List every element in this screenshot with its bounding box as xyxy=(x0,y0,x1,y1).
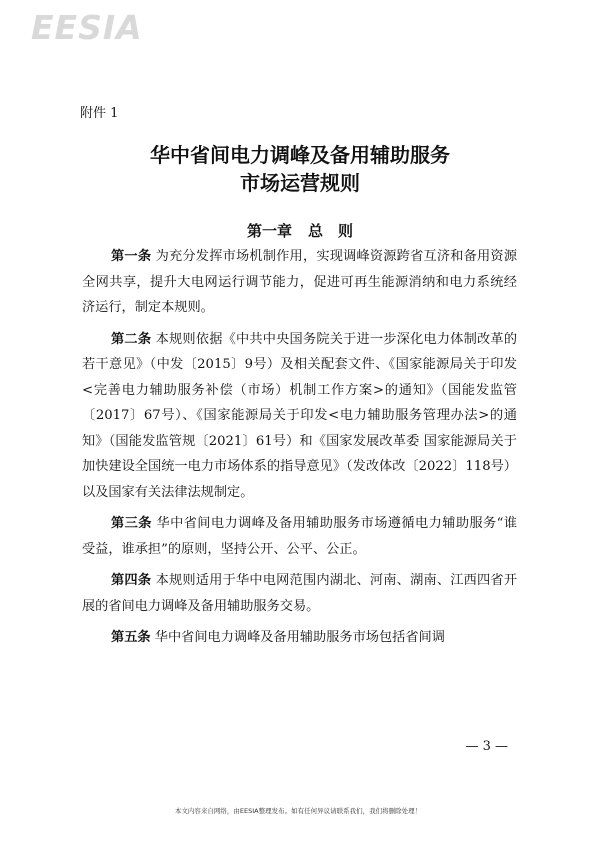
article-1 xyxy=(82,244,517,321)
chapter-name: 总 则 xyxy=(308,222,354,240)
article-label: 第一条 xyxy=(111,249,152,264)
article-5 xyxy=(82,625,517,651)
chapter-heading xyxy=(60,220,540,241)
article-text: 本规则依据《中共中央国务院关于进一步深化电力体制改革的若干意见》（中发〔2015〕9号）及相关配套文件、《国家能源局关于印发<完善电力辅助服务补偿（市场）机制工作方案>的通知》（国能发监管〔2017〕67号）、《国家能源局关于印发<电力辅助服务管理办法>的通知》（国能发监管规〔2021〕61号）和《国家发展改革委 国家能源局关于加快建设全国统一电力市场体系的指导意见》（发改体改〔2022〕118号）以及国家有关法律法规制定。 xyxy=(82,331,518,500)
eesia-logo: EESIA xyxy=(31,8,143,47)
document-title-line2: 市场运营规则 xyxy=(240,171,360,195)
document-body xyxy=(82,244,517,657)
article-label: 第四条 xyxy=(111,573,152,588)
article-label: 第三条 xyxy=(111,516,152,531)
footer-notice: 本文内容来自网络，由EESIA整理发布。如有任何异议请联系我们，我们将删除处理！ xyxy=(174,807,422,815)
article-text: 华中省间电力调峰及备用辅助服务市场遵循电力辅助服务“谁受益，谁承担”的原则，坚持公开、公平、公正。 xyxy=(82,516,517,557)
article-text: 为充分发挥市场机制作用，实现调峰资源跨省互济和备用资源全网共享，提升大电网运行调节能力，促进可再生能源消纳和电力系统经济运行，制定本规则。 xyxy=(82,249,518,315)
document-title-line1: 华中省间电力调峰及备用辅助服务 xyxy=(150,143,450,167)
article-label: 第五条 xyxy=(111,630,151,645)
article-text: 华中省间电力调峰及备用辅助服务市场包括省间调 xyxy=(154,630,445,645)
article-4 xyxy=(82,568,517,619)
article-text: 本规则适用于华中电网范围内湖北、河南、湖南、江西四省开展的省间电力调峰及备用辅助服务交易。 xyxy=(82,573,518,614)
attachment-label: 附件 1 xyxy=(80,106,119,121)
page-number: — 3 — xyxy=(465,739,508,754)
article-2 xyxy=(82,327,517,506)
chapter-number: 第一章 xyxy=(246,222,292,240)
article-3 xyxy=(82,511,517,562)
article-label: 第二条 xyxy=(111,331,152,347)
